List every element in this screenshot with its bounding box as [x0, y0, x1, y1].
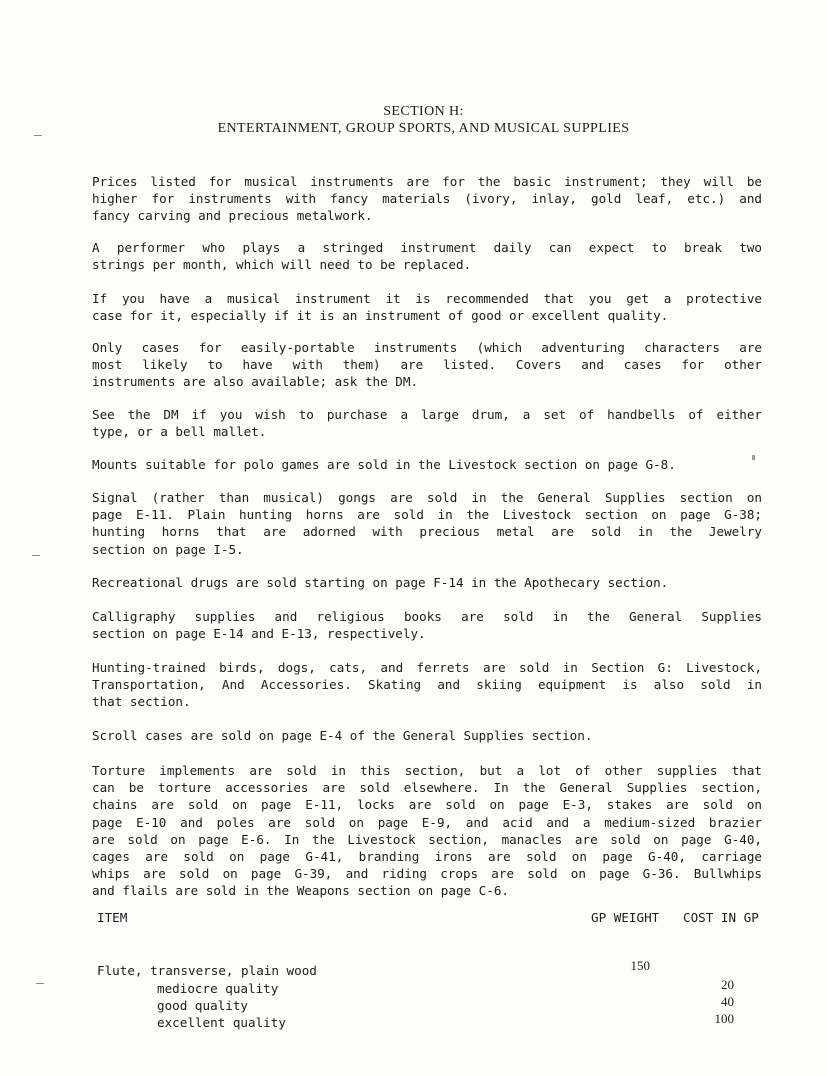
paragraph: [92, 762, 762, 900]
table-row-cost: 20: [721, 977, 734, 992]
paragraph-line: case for it, especially if it is an instrument of good or excellent quality.: [92, 308, 669, 324]
table-row-weight: 150: [630, 958, 650, 973]
table-row-cost: 40: [721, 994, 734, 1009]
paragraph-line: Transportation, And Accessories. Skating and skiing equipment is also sold in: [92, 677, 762, 693]
column-header-item: ITEM: [97, 910, 128, 925]
scan-speck: [34, 135, 42, 136]
paragraph: [92, 456, 762, 473]
table-row-label: Flute, transverse, plain wood: [97, 963, 317, 978]
scan-speck: [36, 983, 44, 984]
paragraph-line: Torture implements are sold in this section, but a lot of other supplies that: [92, 763, 762, 778]
paragraph-line: section on page I-5.: [92, 541, 244, 557]
paragraph: [92, 574, 762, 591]
paragraph-line: type, or a bell mallet.: [92, 424, 267, 440]
column-header-cost: COST IN GP: [683, 910, 759, 925]
paragraph-line: that section.: [92, 694, 191, 710]
paragraph-line: Recreational drugs are sold starting on page F-14 in the Apothecary section.: [92, 575, 669, 590]
section-subtitle: ENTERTAINMENT, GROUP SPORTS, AND MUSICAL SUPPLIES: [217, 121, 630, 136]
paragraph: [92, 173, 762, 225]
table-row-label: good quality: [157, 998, 248, 1013]
paragraph-line: section on page E-14 and E-13, respectively.: [92, 626, 426, 642]
paragraph-line: See the DM if you wish to purchase a large drum, a set of handbells of either: [92, 407, 762, 422]
paragraph-line: If you have a musical instrument it is recommended that you get a protective: [92, 291, 762, 306]
paragraph-line: Signal (rather than musical) gongs are sold in the General Supplies section on: [92, 490, 762, 505]
paragraph-line: chains are sold on page E-11, locks are sold on page E-3, stakes are sold on: [92, 797, 762, 813]
section-title: SECTION H:: [383, 104, 464, 119]
paragraph: [92, 489, 762, 558]
table-row-cost: 100: [714, 1011, 734, 1026]
paragraph-line: Calligraphy supplies and religious books are sold in the General Supplies: [92, 609, 762, 624]
paragraph: [92, 727, 762, 744]
paragraph-line: can be torture accessories are sold elsewhere. In the General Supplies section,: [92, 780, 762, 796]
paragraph-line: Mounts suitable for polo games are sold in the Livestock section on page G-8.: [92, 457, 676, 472]
column-header-weight: GP WEIGHT: [591, 910, 660, 925]
paragraph-line: page E-10 and poles are sold on page E-9, and acid and a medium-sized brazier: [92, 814, 762, 830]
paragraph-line: Prices listed for musical instruments are for the basic instrument; they will be: [92, 174, 762, 189]
paragraph-line: Scroll cases are sold on page E-4 of the General Supplies section.: [92, 728, 593, 743]
paragraph-line: higher for instruments with fancy materials (ivory, inlay, gold leaf, etc.) and: [92, 191, 762, 207]
paragraph-line: and flails are sold in the Weapons section on page C-6.: [92, 883, 510, 899]
paragraph-line: fancy carving and precious metalwork.: [92, 208, 373, 224]
paragraph-line: most likely to have with them) are listed. Covers and cases for other: [92, 357, 762, 373]
paragraph-line: whips are sold on page G-39, and riding crops are sold on page G-36. Bullwhips: [92, 866, 762, 882]
paragraph: [92, 339, 762, 391]
scan-speck: [32, 555, 40, 556]
paragraph: [92, 659, 762, 711]
paragraph-line: page E-11. Plain hunting horns are sold in the Livestock section on page G-38;: [92, 507, 762, 523]
paragraph: [92, 290, 762, 324]
table-row-label: excellent quality: [157, 1015, 286, 1030]
paragraph: [92, 608, 762, 642]
scan-speck: [752, 455, 755, 460]
paragraph: [92, 239, 762, 273]
paragraph-line: cages are sold on page G-41, branding irons are sold on page G-40, carriage: [92, 849, 762, 865]
paragraph-line: are sold on page E-6. In the Livestock section, manacles are sold on page G-40,: [92, 831, 762, 847]
paragraph-line: hunting horns that are adorned with precious metal are sold in the Jewelry: [92, 524, 762, 540]
paragraph-line: Only cases for easily-portable instruments (which adventuring characters are: [92, 340, 762, 355]
paragraph-line: strings per month, which will need to be replaced.: [92, 257, 472, 273]
paragraph-line: A performer who plays a stringed instrument daily can expect to break two: [92, 240, 762, 255]
table-row-label: mediocre quality: [157, 981, 279, 996]
paragraph-line: Hunting-trained birds, dogs, cats, and ferrets are sold in Section G: Livestock,: [92, 660, 762, 675]
paragraph: [92, 406, 762, 440]
paragraph-line: instruments are also available; ask the DM.: [92, 374, 419, 390]
